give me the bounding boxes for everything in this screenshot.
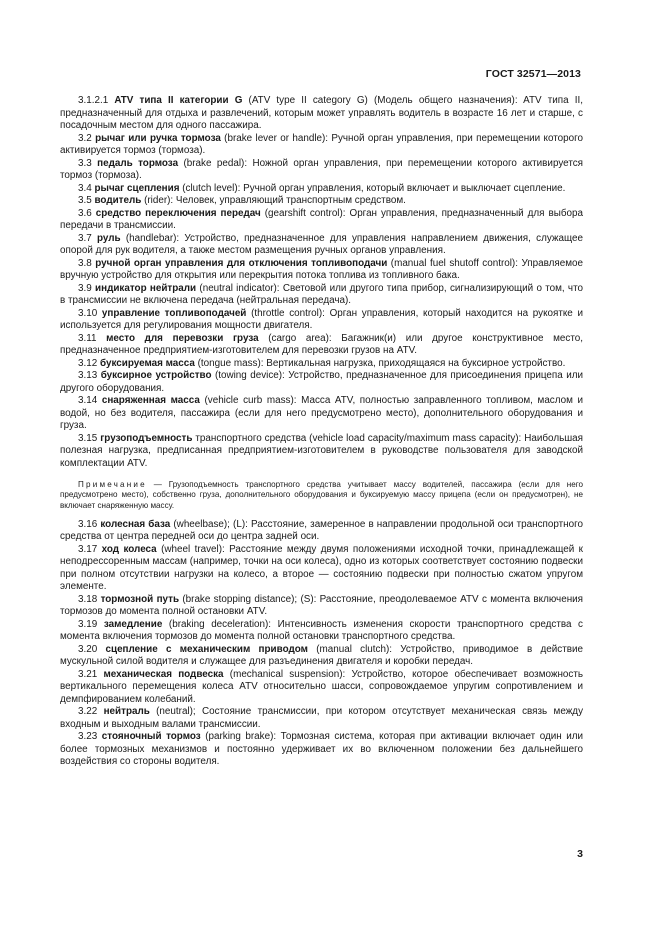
definition-term: нейтраль — [103, 706, 150, 718]
definition-paragraph — [60, 208, 583, 233]
definition-term: средство переключения передач — [95, 207, 261, 219]
definition-term: снаряженная масса — [101, 395, 200, 406]
definition-number: 3.20 — [78, 643, 98, 655]
definition-text: (neutral); Состояние трансмиссии, при котором отсутствует механическая связь между входным и выходным валами трансмиссии. — [60, 706, 584, 730]
definition-text: (ATV type II category G) (Модель общего назначения): ATV типа II, предназначенный для отдыха и развлечений, которым может управлять водитель в возрасте 16 лет и старше, с посадочным местом для одного пассажира. — [60, 95, 583, 131]
definition-text: (brake pedal): Ножной орган управления, при перемещении которого активируется тормоз (тормоза). — [60, 157, 584, 181]
definition-number: 3.15 — [78, 432, 98, 444]
definition-number: 3.21 — [78, 668, 98, 680]
definition-paragraph — [60, 258, 583, 283]
definition-number: 3.16 — [78, 518, 98, 530]
definition-text: (throttle control): Орган управления, который находится на рукоятке и используется для регулирования мощности двигателя. — [60, 307, 583, 331]
definition-text: (brake lever or handle): Ручной орган управления, при перемещении которого активируется тормоз (тормоза). — [60, 132, 584, 156]
note-block — [60, 480, 583, 511]
definition-term: водитель — [94, 195, 142, 206]
definition-text: (towing device): Устройство, предназначенное для присоединения прицепа или другого оборудования. — [60, 370, 583, 394]
definition-paragraph — [60, 195, 583, 208]
definition-paragraph — [60, 283, 583, 308]
definition-number: 3.5 — [78, 195, 92, 206]
definition-text: (manual clutch): Устройство, приводимое в действие мускульной силой водителя и служащее для разъединения двигателя и коробки передач. — [60, 643, 583, 668]
definition-number: 3.12 — [78, 357, 98, 369]
definition-term: ручной орган управления для отключения топливоподачи — [95, 257, 388, 269]
definition-text: (wheelbase); (L): Расстояние, замеренное в направлении продольной оси транспортного средства от центра передней оси до центра задней оси. — [60, 518, 584, 543]
definition-text: (vehicle curb mass): Масса ATV, полностью заправленного топливом, маслом и водой, но без водителя, пассажира (если для него предусмотрено место), дополнительного оборудования и груза. — [60, 395, 584, 431]
definition-number: 3.23 — [78, 731, 98, 743]
definition-term: замедление — [103, 618, 163, 630]
definition-text: (wheel travel): Расстояние между двумя положениями исходной точки, принадлежащей к неподрессоренным массам (например, точки на оси колеса), одно из которых соответствует состоянию подвески при полном отсутствии нагрузки на колесо, а второе — состоянию подвески при полностью сжатом упругом элементе. — [60, 543, 583, 593]
definition-number: 3.19 — [78, 618, 98, 630]
definition-term: механическая подвеска — [103, 668, 224, 680]
definition-term: грузоподъемность — [100, 432, 193, 444]
definition-text: (handlebar): Устройство, предназначенное для управления направлением движения, служащее опорой для рук водителя, а также местом размещения ручных органов управления. — [60, 232, 583, 256]
definition-paragraph — [60, 594, 583, 619]
definition-text: (neutral indicator): Световой или другого типа прибор, сигнализирующий о том, что в трансмиссии не включена передача (нейтральная передача). — [60, 282, 583, 306]
definition-term: индикатор нейтрали — [95, 282, 197, 294]
definition-term: руль — [97, 232, 121, 244]
definition-term: сцепление с механическим приводом — [105, 643, 308, 655]
definition-paragraph — [60, 669, 583, 707]
definition-number: 3.6 — [78, 207, 92, 219]
definition-paragraph — [60, 158, 583, 183]
definition-term: управление топливоподачей — [101, 307, 247, 319]
definition-text: (mechanical suspension): Устройство, которое обеспечивает возможность вертикального перемещения колеса ATV относительно шасси, сопровождаемое упругим сопротивлением и демпфированием колебаний. — [60, 668, 584, 705]
definition-paragraph — [60, 333, 583, 358]
definition-text: (tongue mass): Вертикальная нагрузка, приходящаяся на буксирное устройство. — [194, 357, 566, 369]
definition-number: 3.3 — [78, 157, 92, 169]
definition-text: (cargo area): Багажник(и) или другое конструктивное место, предназначенное предприятием-изготовителем для перевозки грузов на ATV. — [60, 332, 583, 356]
definition-term: рычаг сцепления — [94, 182, 180, 194]
definition-paragraph — [60, 395, 583, 433]
standard-header: ГОСТ 32571—2013 — [485, 68, 581, 80]
definition-term: педаль тормоза — [97, 157, 179, 169]
definition-term: буксирное устройство — [100, 370, 212, 381]
definition-number: 3.18 — [78, 593, 98, 605]
definition-term: буксируемая масса — [99, 357, 195, 369]
definition-number: 3.22 — [78, 706, 98, 718]
definitions-group-1 — [60, 95, 583, 470]
definition-paragraph — [60, 358, 583, 371]
definition-term: стояночный тормоз — [101, 731, 201, 743]
definition-number: 3.4 — [78, 182, 92, 194]
definition-number: 3.13 — [78, 370, 98, 381]
definition-text: (gearshift control): Орган управления, предназначенный для выбора передачи в трансмиссии. — [60, 207, 583, 231]
definition-text: (clutch level): Ручной орган управления, который включает и выключает сцепление. — [179, 182, 566, 194]
definition-paragraph — [60, 519, 583, 544]
definition-number: 3.17 — [78, 543, 98, 555]
definition-paragraph — [60, 544, 583, 594]
definition-paragraph — [60, 95, 583, 133]
definition-paragraph — [60, 133, 583, 158]
definition-text: транспортного средства (vehicle load capacity/maximum mass capacity): Наибольшая полезная нагрузка, предписанная предприятием-изготовителем в руководстве пользователя для заводской комплектации ATV. — [60, 432, 583, 469]
definition-number: 3.9 — [78, 282, 92, 294]
page-number: 3 — [577, 848, 583, 860]
definition-paragraph — [60, 308, 583, 333]
definition-term: колесная база — [100, 518, 171, 530]
definition-paragraph — [60, 706, 583, 731]
definition-number: 3.7 — [78, 232, 92, 244]
definition-text: (rider): Человек, управляющий транспортным средством. — [141, 195, 406, 206]
definition-term: место для перевозки груза — [106, 332, 259, 344]
definition-paragraph — [60, 370, 583, 395]
definition-paragraph — [60, 731, 583, 769]
definition-number: 3.8 — [78, 257, 92, 269]
definition-number: 3.11 — [78, 332, 97, 344]
document-body — [60, 95, 583, 769]
definition-term: ATV типа II категории G — [114, 95, 243, 106]
definition-text: (manual fuel shutoff control): Управляемое вручную устройство для открытия или перекрытия потока топлива из топливного бака. — [60, 257, 583, 281]
definition-paragraph — [60, 433, 583, 471]
definition-text: (braking deceleration): Интенсивность изменения скорости транспортного средства с момента включения тормозов до момента полной остановки транспортного средства. — [60, 618, 583, 643]
definition-paragraph — [60, 619, 583, 644]
note-label: Примечание — [78, 480, 147, 489]
definitions-group-2 — [60, 519, 583, 769]
definition-text: (brake stopping distance); (S): Расстояние, преодолеваемое ATV с момента включения тормозов до момента полной остановки ATV. — [60, 593, 584, 618]
definition-number: 3.14 — [78, 395, 98, 406]
definition-number: 3.2 — [78, 132, 92, 144]
definition-paragraph — [60, 183, 583, 196]
definition-text: (parking brake): Тормозная система, которая при активации включает один или более тормозных механизмов и постоянно удерживает их во включенном положении без дальнейшего воздействия со стороны водителя. — [60, 731, 584, 768]
definition-number: 3.10 — [78, 307, 98, 319]
definition-term: тормозной путь — [100, 593, 180, 605]
definition-number: 3.1.2.1 — [78, 95, 109, 106]
definition-paragraph — [60, 644, 583, 669]
note-text: — Грузоподъемность транспортного средства учитывает массу водителей, пассажира (если для него предусмотрено место), собственно груза, дополнительного оборудования и буксируемую массу прицепа (если он предусмотрен), не включает снаряженную массу. — [60, 480, 583, 510]
definition-term: ход колеса — [101, 543, 157, 555]
definition-term: рычаг или ручка тормоза — [95, 132, 221, 144]
definition-paragraph — [60, 233, 583, 258]
